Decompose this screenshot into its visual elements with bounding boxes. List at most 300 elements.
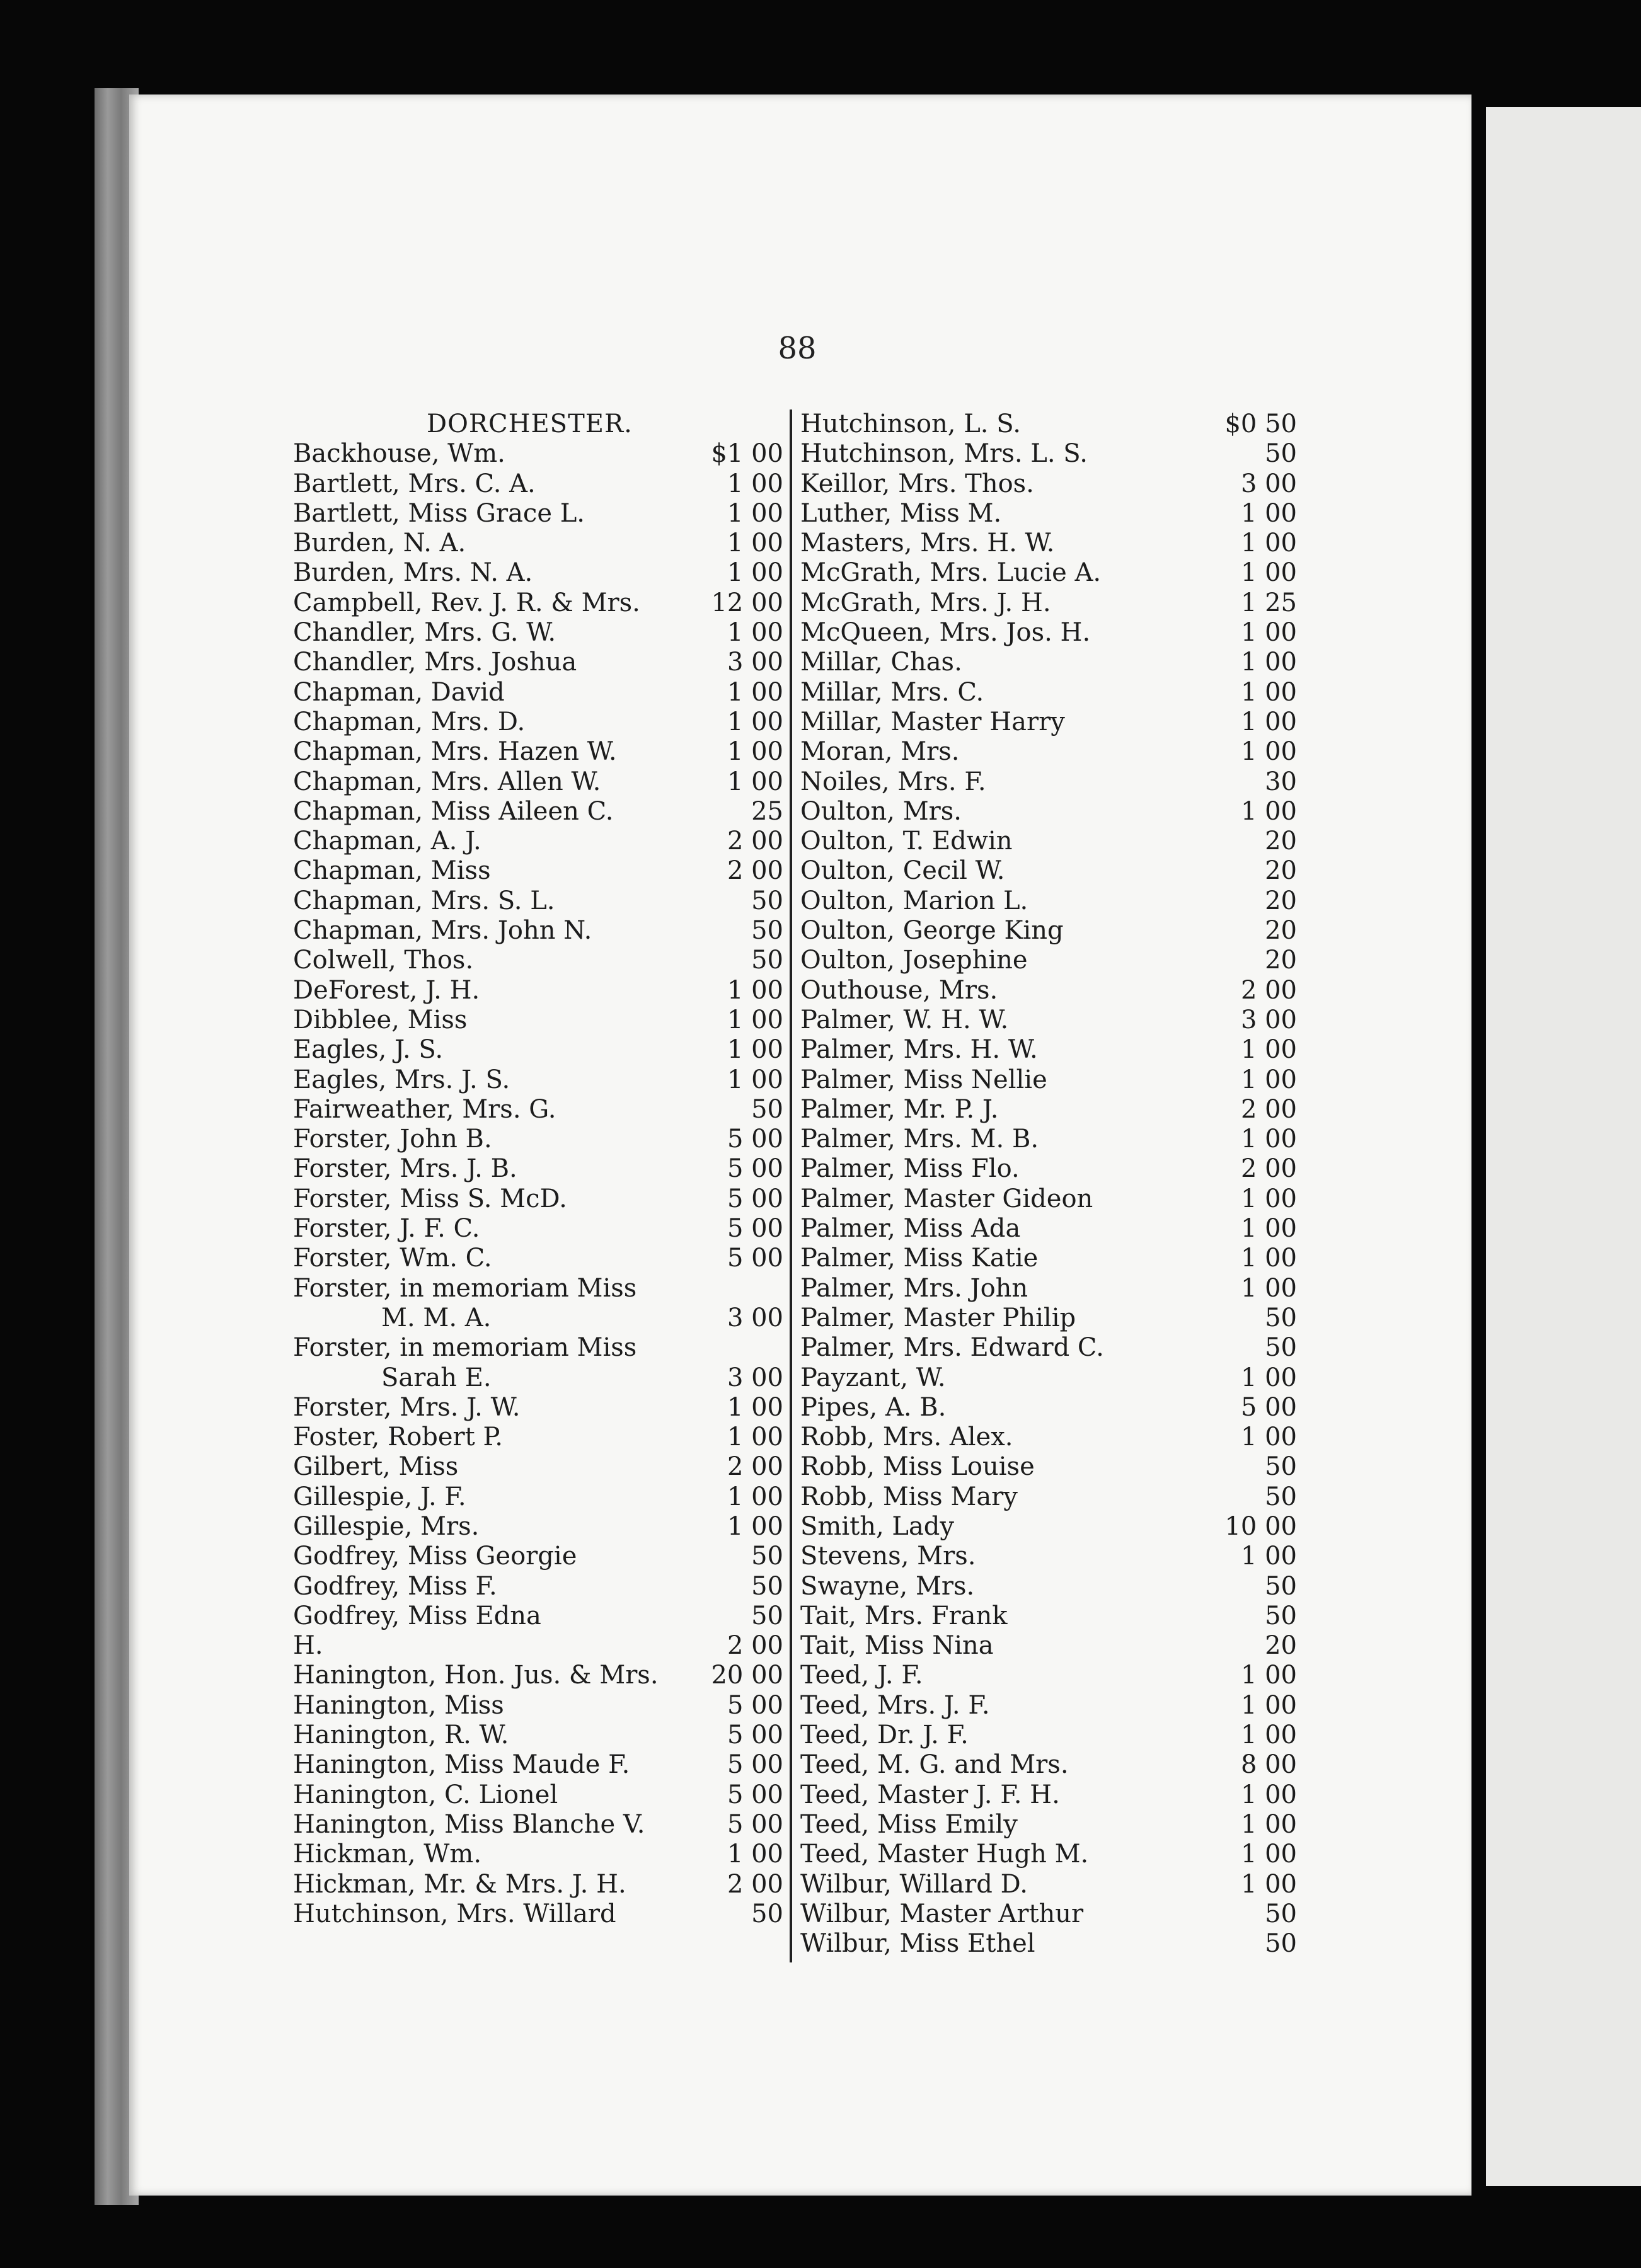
subscription-amount: 2 00 xyxy=(727,1631,783,1661)
subscription-amount: 1 00 xyxy=(1240,1363,1297,1392)
subscriber-entry xyxy=(800,1423,1298,1452)
subscription-amount: 1 00 xyxy=(1240,1661,1297,1690)
subscriber-entry xyxy=(800,767,1298,797)
subscriber-entry xyxy=(293,1840,785,1869)
subscription-amount: 5 00 xyxy=(727,1125,783,1154)
subscriber-name: Moran, Mrs. xyxy=(800,737,960,767)
subscription-amount: 50 xyxy=(1265,1303,1297,1332)
subscriber-name: Chapman, A. J. xyxy=(293,827,481,856)
subscriber-name: Burden, N. A. xyxy=(293,529,466,558)
subscription-amount: 1 00 xyxy=(1240,677,1297,707)
subscriber-name: Hanington, Miss Blanche V. xyxy=(293,1809,645,1839)
subscription-amount: 1 00 xyxy=(1240,1780,1297,1809)
subscriber-name: Fairweather, Mrs. G. xyxy=(293,1094,556,1124)
subscription-amount: 2 00 xyxy=(727,827,783,856)
subscription-amount: 2 00 xyxy=(1240,1094,1297,1124)
subscription-amount: 50 xyxy=(751,946,783,975)
subscription-amount: $1 00 xyxy=(711,439,783,469)
subscriber-name: Millar, Chas. xyxy=(800,648,962,677)
subscriber-name: Chapman, Miss Aileen C. xyxy=(293,796,614,826)
subscriber-entry xyxy=(800,529,1298,558)
subscriber-entry xyxy=(293,856,785,886)
subscription-amount: 1 00 xyxy=(1240,558,1297,588)
subscriber-name: Hanington, C. Lionel xyxy=(293,1780,558,1809)
subscription-amount: 5 00 xyxy=(727,1214,783,1244)
subscriber-name: Hanington, R. W. xyxy=(293,1721,509,1750)
subscription-amount: 1 25 xyxy=(1240,588,1297,617)
subscriber-entry xyxy=(293,1393,785,1423)
subscriber-entry xyxy=(293,1065,785,1095)
subscription-amount: 1 00 xyxy=(727,529,783,558)
subscription-amount: 3 00 xyxy=(1240,469,1297,498)
subscriber-entry xyxy=(293,1035,785,1065)
subscriber-name: Luther, Miss M. xyxy=(800,498,1002,528)
subscriber-entry xyxy=(800,410,1298,439)
subscriber-name: Gilbert, Miss xyxy=(293,1452,459,1482)
subscriber-entry xyxy=(293,1154,785,1184)
subscriber-entry xyxy=(293,1512,785,1542)
subscriber-entry xyxy=(293,1631,785,1661)
subscriber-entry xyxy=(800,558,1298,588)
subscription-amount: 5 00 xyxy=(727,1184,783,1213)
subscription-amount xyxy=(708,1274,785,1303)
subscriber-name: Pipes, A. B. xyxy=(800,1392,947,1422)
subscriber-entry xyxy=(293,678,785,707)
subscriber-entry xyxy=(293,737,785,767)
subscriber-entry xyxy=(800,1274,1298,1303)
subscription-amount xyxy=(708,1333,785,1363)
subscription-amount: 1 00 xyxy=(1240,1214,1297,1244)
subscriber-name: Palmer, Mrs. John xyxy=(800,1273,1028,1303)
subscriber-name: Godfrey, Miss Edna xyxy=(293,1601,541,1630)
subscription-amount: 5 00 xyxy=(727,1780,783,1809)
subscriber-name: Robb, Miss Mary xyxy=(800,1482,1018,1511)
subscriber-entry xyxy=(800,737,1298,767)
subscriber-entry xyxy=(293,1721,785,1750)
subscription-amount: 50 xyxy=(751,1899,783,1928)
subscriber-name: Eagles, Mrs. J. S. xyxy=(293,1065,510,1094)
subscription-amount: 50 xyxy=(1265,1899,1297,1928)
subscription-amount: 50 xyxy=(751,1601,783,1630)
left-column xyxy=(293,410,785,1929)
subscription-amount: 50 xyxy=(1265,1571,1297,1601)
subscriber-name: Teed, Miss Emily xyxy=(800,1809,1018,1839)
subscriber-entry xyxy=(800,1929,1298,1959)
subscription-amount: 5 00 xyxy=(727,1690,783,1720)
subscription-amount: 1 00 xyxy=(1240,1423,1297,1452)
subscriber-name: Eagles, J. S. xyxy=(293,1035,444,1065)
subscription-amount: 50 xyxy=(1265,1601,1297,1630)
subscriber-name: Chandler, Mrs. Joshua xyxy=(293,648,577,677)
subscription-amount: 1 00 xyxy=(727,1840,783,1869)
subscriber-entry xyxy=(293,1572,785,1601)
subscriber-entry xyxy=(800,1750,1298,1780)
subscriber-name: Palmer, Master Philip xyxy=(800,1303,1076,1332)
subscription-amount: 1 00 xyxy=(727,558,783,588)
subscription-amount: 1 00 xyxy=(1240,529,1297,558)
subscription-amount: 1 00 xyxy=(1240,1869,1297,1899)
subscriber-name: Masters, Mrs. H. W. xyxy=(800,529,1055,558)
subscriber-entry xyxy=(293,1691,785,1721)
subscription-amount: 20 xyxy=(1265,827,1297,856)
subscriber-name: Oulton, T. Edwin xyxy=(800,827,1013,856)
subscriber-name: Palmer, W. H. W. xyxy=(800,1005,1009,1034)
subscriber-name: Colwell, Thos. xyxy=(293,946,474,975)
subscriber-entry xyxy=(293,1870,785,1899)
subscription-amount: 1 00 xyxy=(1240,1542,1297,1571)
subscription-amount: 1 00 xyxy=(727,498,783,528)
subscriber-entry xyxy=(293,797,785,827)
right-entry-list xyxy=(800,410,1298,1959)
subscriber-name: Palmer, Mrs. M. B. xyxy=(800,1125,1039,1154)
subscription-amount: 1 00 xyxy=(727,1065,783,1094)
subscriber-entry xyxy=(800,1542,1298,1571)
subscriber-name: Campbell, Rev. J. R. & Mrs. xyxy=(293,588,640,617)
subscription-amount: 50 xyxy=(1265,1929,1297,1959)
subscription-amount: 1 00 xyxy=(727,1511,783,1541)
column-divider xyxy=(790,410,792,1962)
subscription-amount: 20 xyxy=(1265,856,1297,886)
subscription-amount: 5 00 xyxy=(727,1244,783,1273)
subscriber-name: Wilbur, Miss Ethel xyxy=(800,1929,1035,1959)
subscription-amount: 1 00 xyxy=(727,767,783,796)
subscriber-name: Robb, Miss Louise xyxy=(800,1452,1035,1482)
subscriber-name: Forster, Mrs. J. B. xyxy=(293,1154,517,1184)
subscriber-name: Hanington, Miss Maude F. xyxy=(293,1750,630,1780)
page-number: 88 xyxy=(778,331,817,366)
subscriber-entry xyxy=(800,469,1298,499)
subscriber-name: Gillespie, Mrs. xyxy=(293,1511,480,1541)
subscription-amount: 1 00 xyxy=(1240,1244,1297,1273)
subscription-amount: 50 xyxy=(1265,439,1297,469)
subscriber-name: Teed, Dr. J. F. xyxy=(800,1721,969,1750)
subscriber-entry xyxy=(800,1721,1298,1750)
subscriber-name: Godfrey, Miss F. xyxy=(293,1571,497,1601)
subscription-amount: $0 50 xyxy=(1224,410,1297,438)
subscriber-name: Palmer, Mrs. H. W. xyxy=(800,1035,1038,1065)
subscriber-name: Chapman, Mrs. D. xyxy=(293,707,526,736)
subscriber-name: Smith, Lady xyxy=(800,1511,955,1541)
subscriber-name: H. xyxy=(293,1631,323,1661)
subscription-amount: 1 00 xyxy=(1240,498,1297,528)
subscription-amount: 30 xyxy=(1265,767,1297,796)
subscriber-name: Palmer, Mrs. Edward C. xyxy=(800,1333,1104,1363)
subscriber-entry xyxy=(800,946,1298,975)
subscriber-name: Burden, Mrs. N. A. xyxy=(293,558,533,588)
subscription-amount: 2 00 xyxy=(727,1869,783,1899)
subscription-amount: 1 00 xyxy=(727,469,783,498)
subscription-amount: 1 00 xyxy=(1240,796,1297,826)
subscriber-entry xyxy=(293,827,785,856)
subscriber-entry xyxy=(293,1244,785,1273)
subscriber-name: Forster, Wm. C. xyxy=(293,1244,492,1273)
subscriber-name: Tait, Miss Nina xyxy=(800,1631,994,1661)
subscription-amount: 50 xyxy=(751,886,783,915)
subscriber-entry xyxy=(800,588,1298,618)
subscriber-entry xyxy=(800,1244,1298,1273)
subscription-amount: 1 00 xyxy=(727,1482,783,1511)
subscription-amount: 20 00 xyxy=(711,1661,783,1690)
subscription-amount: 20 xyxy=(1265,946,1297,975)
left-entry-list xyxy=(293,439,785,1929)
subscription-amount: 5 00 xyxy=(727,1154,783,1184)
subscriber-entry xyxy=(800,1095,1298,1125)
subscriber-entry xyxy=(293,1333,785,1363)
subscriber-entry xyxy=(800,1303,1298,1333)
subscriber-entry xyxy=(293,767,785,797)
subscription-amount: 50 xyxy=(1265,1452,1297,1482)
subscriber-name: Palmer, Miss Ada xyxy=(800,1214,1021,1244)
subscriber-entry xyxy=(800,1512,1298,1542)
subscription-amount: 1 00 xyxy=(727,618,783,648)
subscriber-name: Tait, Mrs. Frank xyxy=(800,1601,1008,1630)
subscription-amount: 1 00 xyxy=(727,1005,783,1034)
subscription-amount: 3 00 xyxy=(727,1303,783,1332)
subscriber-name: Outhouse, Mrs. xyxy=(800,975,998,1005)
subscriber-name: Chandler, Mrs. G. W. xyxy=(293,618,556,648)
subscription-amount: 5 00 xyxy=(727,1721,783,1750)
subscriber-name: Forster, in memoriam Miss xyxy=(293,1333,637,1363)
subscription-amount: 5 00 xyxy=(727,1750,783,1780)
subscriber-name: Oulton, George King xyxy=(800,916,1064,946)
subscriber-entry xyxy=(293,1661,785,1690)
subscription-amount: 1 00 xyxy=(727,737,783,767)
subscriber-entry xyxy=(293,1482,785,1512)
subscription-amount: 1 00 xyxy=(727,1035,783,1065)
subscriber-entry xyxy=(800,1691,1298,1721)
subscriber-name: Payzant, W. xyxy=(800,1363,946,1392)
subscriber-entry xyxy=(293,588,785,618)
subscriber-name: Forster, Mrs. J. W. xyxy=(293,1392,521,1422)
subscriber-name: Chapman, Mrs. Hazen W. xyxy=(293,737,617,767)
subscription-amount: 1 00 xyxy=(727,707,783,736)
subscriber-entry xyxy=(800,827,1298,856)
facing-page-edge xyxy=(1486,107,1641,2186)
subscriber-entry xyxy=(800,1899,1298,1929)
subscription-amount: 8 00 xyxy=(1240,1750,1297,1780)
subscriber-entry xyxy=(293,1184,785,1214)
subscriber-name: Forster, John B. xyxy=(293,1125,492,1154)
subscriber-name: Wilbur, Master Arthur xyxy=(800,1899,1084,1928)
subscriber-entry xyxy=(293,1810,785,1840)
subscription-amount: 50 xyxy=(751,1571,783,1601)
subscriber-name: Hanington, Miss xyxy=(293,1690,504,1720)
subscriber-name: Palmer, Mr. P. J. xyxy=(800,1094,999,1124)
subscriber-name: Stevens, Mrs. xyxy=(800,1542,976,1571)
section-heading: DORCHESTER. xyxy=(427,410,633,438)
subscriber-name: Hanington, Hon. Jus. & Mrs. xyxy=(293,1661,659,1690)
subscriber-name: Swayne, Mrs. xyxy=(800,1571,975,1601)
subscriber-name: Chapman, Miss xyxy=(293,856,491,886)
subscriber-entry xyxy=(293,1095,785,1125)
subscriber-entry xyxy=(800,1840,1298,1869)
subscriber-entry xyxy=(293,1303,785,1333)
subscriber-name: McGrath, Mrs. Lucie A. xyxy=(800,558,1102,588)
subscriber-entry xyxy=(293,499,785,529)
subscriber-name: Palmer, Miss Nellie xyxy=(800,1065,1047,1094)
subscriber-name: Hutchinson, Mrs. Willard xyxy=(293,1899,616,1928)
subscription-amount: 1 00 xyxy=(1240,1721,1297,1750)
subscriber-name: Teed, Master J. F. H. xyxy=(800,1780,1060,1809)
subscriber-name: Keillor, Mrs. Thos. xyxy=(800,469,1034,498)
subscription-amount: 1 00 xyxy=(1240,1273,1297,1303)
subscriber-name: Millar, Mrs. C. xyxy=(800,677,984,707)
subscriber-name: Oulton, Josephine xyxy=(800,946,1028,975)
subscriber-entry xyxy=(293,1601,785,1631)
subscriber-name: Sarah E. xyxy=(381,1363,492,1392)
subscriber-entry xyxy=(800,648,1298,677)
subscriber-entry xyxy=(293,439,785,469)
subscriber-name: McQueen, Mrs. Jos. H. xyxy=(800,618,1091,648)
subscriber-name: Dibblee, Miss xyxy=(293,1005,468,1034)
subscriber-name: Noiles, Mrs. F. xyxy=(800,767,986,796)
subscriber-entry xyxy=(800,1780,1298,1810)
subscriber-name: Hickman, Wm. xyxy=(293,1840,482,1869)
subscription-amount: 50 xyxy=(751,1542,783,1571)
subscription-amount: 1 00 xyxy=(727,1392,783,1422)
subscription-amount: 5 00 xyxy=(727,1809,783,1839)
subscriber-name: Oulton, Mrs. xyxy=(800,796,962,826)
subscription-amount: 2 00 xyxy=(1240,1154,1297,1184)
subscriber-name: Robb, Mrs. Alex. xyxy=(800,1423,1013,1452)
subscriber-entry xyxy=(800,1661,1298,1690)
subscriber-name: Palmer, Miss Flo. xyxy=(800,1154,1020,1184)
subscriber-entry xyxy=(800,1631,1298,1661)
subscriber-entry xyxy=(800,1870,1298,1899)
subscriber-name: Hutchinson, L. S. xyxy=(800,410,1021,438)
subscription-amount: 12 00 xyxy=(711,588,783,617)
subscription-amount: 20 xyxy=(1265,916,1297,946)
subscriber-entry xyxy=(293,946,785,975)
subscription-amount: 1 00 xyxy=(1240,1690,1297,1720)
subscription-amount: 1 00 xyxy=(727,975,783,1005)
subscriber-name: Teed, Master Hugh M. xyxy=(800,1840,1089,1869)
subscriber-entry xyxy=(800,797,1298,827)
subscriber-entry xyxy=(800,886,1298,916)
subscriber-name: Wilbur, Willard D. xyxy=(800,1869,1028,1899)
subscription-amount: 3 00 xyxy=(727,1363,783,1392)
subscriber-entry xyxy=(800,1005,1298,1035)
subscriber-entry xyxy=(293,1542,785,1571)
subscriber-entry xyxy=(293,1214,785,1244)
subscriber-entry xyxy=(800,856,1298,886)
subscriber-entry xyxy=(293,1423,785,1452)
subscriber-entry xyxy=(800,1810,1298,1840)
subscriber-name: Oulton, Marion L. xyxy=(800,886,1028,915)
subscription-amount: 2 00 xyxy=(1240,975,1297,1005)
subscriber-entry xyxy=(800,916,1298,946)
subscription-amount: 1 00 xyxy=(727,677,783,707)
subscription-amount: 50 xyxy=(1265,1333,1297,1363)
subscription-amount: 3 00 xyxy=(727,648,783,677)
subscriber-name: Chapman, Mrs. Allen W. xyxy=(293,767,601,796)
subscription-amount: 50 xyxy=(1265,1482,1297,1511)
subscriber-entry xyxy=(800,1154,1298,1184)
subscription-amount: 1 00 xyxy=(1240,1840,1297,1869)
subscriber-name: Teed, J. F. xyxy=(800,1661,923,1690)
subscription-amount: 1 00 xyxy=(1240,1125,1297,1154)
subscriber-name: Godfrey, Miss Georgie xyxy=(293,1542,577,1571)
subscription-amount: 50 xyxy=(751,1094,783,1124)
subscriber-entry xyxy=(293,916,785,946)
subscriber-entry xyxy=(800,439,1298,469)
subscription-amount: 25 xyxy=(751,796,783,826)
subscriber-name: Foster, Robert P. xyxy=(293,1423,503,1452)
subscriber-entry xyxy=(293,1005,785,1035)
subscriber-name: Hickman, Mr. & Mrs. J. H. xyxy=(293,1869,626,1899)
subscriber-name: Teed, Mrs. J. F. xyxy=(800,1690,990,1720)
subscription-amount: 1 00 xyxy=(1240,1035,1297,1065)
subscriber-name: Bartlett, Mrs. C. A. xyxy=(293,469,536,498)
subscriber-name: Backhouse, Wm. xyxy=(293,439,505,469)
subscription-amount: 1 00 xyxy=(1240,707,1297,736)
subscriber-entry xyxy=(800,1035,1298,1065)
subscriber-entry xyxy=(800,1601,1298,1631)
subscription-amount: 1 00 xyxy=(1240,648,1297,677)
subscriber-name: Chapman, David xyxy=(293,677,505,707)
subscriber-entry xyxy=(800,1393,1298,1423)
subscription-amount: 10 00 xyxy=(1224,1511,1297,1541)
subscriber-name: Chapman, Mrs. John N. xyxy=(293,916,592,946)
subscriber-entry xyxy=(293,886,785,916)
subscriber-entry xyxy=(800,1065,1298,1095)
subscription-amount: 3 00 xyxy=(1240,1005,1297,1034)
subscriber-name: Palmer, Master Gideon xyxy=(800,1184,1093,1213)
subscriber-entry xyxy=(800,1184,1298,1214)
subscription-amount: 2 00 xyxy=(727,856,783,886)
subscriber-name: Gillespie, J. F. xyxy=(293,1482,466,1511)
subscriber-entry xyxy=(800,1363,1298,1393)
subscriber-entry xyxy=(800,618,1298,648)
subscriber-entry xyxy=(293,469,785,499)
right-column xyxy=(800,410,1298,1959)
subscriber-entry xyxy=(800,499,1298,529)
subscriber-entry xyxy=(293,529,785,558)
subscriber-name: Hutchinson, Mrs. L. S. xyxy=(800,439,1088,469)
subscriber-entry xyxy=(293,618,785,648)
subscriber-name: DeForest, J. H. xyxy=(293,975,480,1005)
subscriber-entry xyxy=(800,1572,1298,1601)
subscription-amount: 5 00 xyxy=(1240,1392,1297,1422)
subscription-amount: 1 00 xyxy=(1240,618,1297,648)
subscriber-entry xyxy=(800,976,1298,1005)
subscriber-entry xyxy=(293,1274,785,1303)
subscriber-name: Forster, J. F. C. xyxy=(293,1214,480,1244)
subscription-amount: 20 xyxy=(1265,1631,1297,1661)
subscriber-entry xyxy=(293,1125,785,1154)
subscriber-entry xyxy=(800,678,1298,707)
subscriber-name: Palmer, Miss Katie xyxy=(800,1244,1039,1273)
subscriber-entry xyxy=(293,1452,785,1482)
subscriber-entry xyxy=(293,1899,785,1929)
subscription-amount: 1 00 xyxy=(727,1423,783,1452)
subscriber-entry xyxy=(293,1750,785,1780)
subscriber-name: Teed, M. G. and Mrs. xyxy=(800,1750,1069,1780)
subscriber-entry xyxy=(800,1125,1298,1154)
subscription-amount: 1 00 xyxy=(1240,1065,1297,1094)
subscriber-entry xyxy=(800,1214,1298,1244)
subscriber-entry xyxy=(293,976,785,1005)
subscription-amount: 1 00 xyxy=(1240,737,1297,767)
subscriber-name: Forster, in memoriam Miss xyxy=(293,1273,637,1303)
subscriber-entry xyxy=(293,1363,785,1393)
subscriber-name: Forster, Miss S. McD. xyxy=(293,1184,567,1213)
subscription-amount: 50 xyxy=(751,916,783,946)
subscriber-entry xyxy=(800,1482,1298,1512)
subscriber-entry xyxy=(293,558,785,588)
subscriber-name: Millar, Master Harry xyxy=(800,707,1065,736)
subscriber-name: Bartlett, Miss Grace L. xyxy=(293,498,585,528)
